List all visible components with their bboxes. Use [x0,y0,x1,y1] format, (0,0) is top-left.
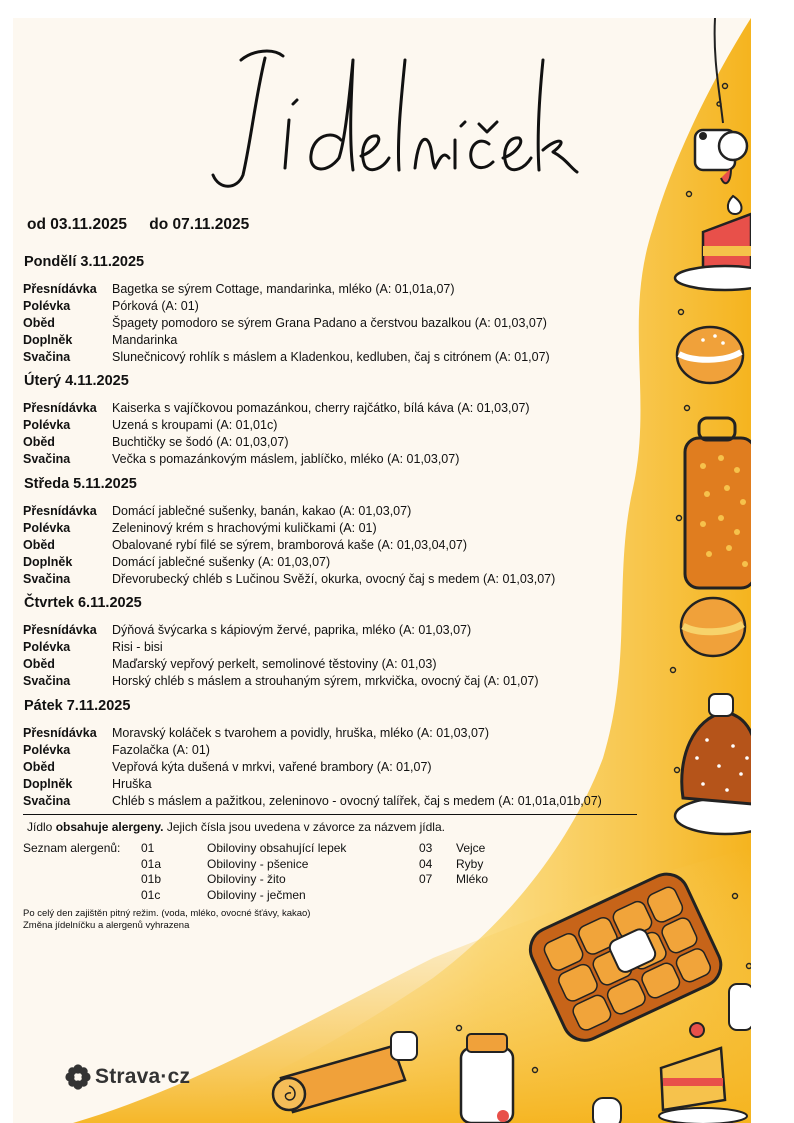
meal-label: Přesnídávka [23,623,97,637]
meal-label: Oběd [23,538,55,552]
meal-row [23,400,673,417]
meal-row [23,656,673,673]
meal-label: Polévka [23,743,71,757]
meal-label: Přesnídávka [23,504,97,518]
allergen-code: 01c [141,887,161,902]
allergen-note-bold: obsahuje alergeny. [55,820,164,834]
allergen-note [27,820,445,834]
allergen-name: Vejce [456,841,486,855]
allergen-item [141,857,308,873]
meal-text: Zeleninový krém s hrachovými kuličkami (A: 01) [112,521,377,535]
meal-text: Pórková (A: 01) [112,299,199,313]
meal-row [23,503,673,520]
meal-label: Oběd [23,760,55,774]
day-wednesday [23,476,673,588]
meal-row [23,349,673,366]
allergen-name: Obiloviny - pšenice [207,856,309,871]
meal-text: Hruška [112,777,152,791]
meal-row [23,417,673,434]
day-title: Čtvrtek 6.11.2025 [24,595,142,611]
meal-label: Svačina [23,452,71,466]
bundt-cake-illustration [675,694,751,834]
meal-label: Přesnídávka [23,726,97,740]
meal-row [23,725,673,742]
meal-row [23,315,673,332]
allergen-item [419,841,485,857]
meal-row [23,742,673,759]
meal-text: Fazolačka (A: 01) [112,743,210,757]
baking-dish-illustration [685,418,751,588]
meal-text: Večka s pomazánkovým máslem, jablíčko, mléko (A: 01,03,07) [112,452,460,466]
meal-label: Doplněk [23,333,73,347]
date-from: od 03.11.2025 [27,216,127,233]
meal-label: Oběd [23,657,55,671]
meal-label: Oběd [23,435,55,449]
footer-line-changes: Změna jídelníčku a alergenů vyhrazena [23,920,190,931]
allergen-code: 07 [419,872,433,886]
cake-slice-illustration [675,196,751,290]
allergen-list-label: Seznam alergenů: [23,841,121,855]
meal-row [23,673,673,690]
meal-label: Svačina [23,794,71,808]
meal-row [23,759,673,776]
meal-text: Bagetka se sýrem Cottage, mandarinka, mléko (A: 01,01a,07) [112,282,455,296]
meal-text: Domácí jablečné sušenky, banán, kakao (A: 01,03,07) [112,504,412,518]
meal-text: Vepřová kýta dušená v mrkvi, vařené brambory (A: 01,07) [112,760,432,774]
allergen-name: Mléko [456,872,489,886]
day-title: Úterý 4.11.2025 [24,373,129,389]
date-to: do 07.11.2025 [149,216,250,233]
meal-row [23,554,673,571]
flower-icon [65,1064,91,1090]
meal-label: Svačina [23,572,71,586]
meal-row [23,520,673,537]
hanging-cow-mug-illustration [695,18,747,183]
allergen-item [141,888,306,904]
allergen-name: Obiloviny - žito [207,872,286,886]
allergen-code: 01 [141,841,155,855]
allergen-item [141,872,286,888]
meal-row [23,639,673,656]
meal-text: Domácí jablečné sušenky (A: 01,03,07) [112,555,331,569]
meal-label: Oběd [23,316,55,330]
meal-row [23,332,673,349]
allergen-note-suffix: Jejich čísla jsou uvedena v závorce za názvem jídla. [163,820,445,834]
round-bun-illustration [677,327,743,383]
meal-text: Mandarinka [112,333,178,347]
meal-row [23,793,673,810]
allergen-item [419,857,483,873]
logo-text: Strava·cz [95,1065,191,1088]
allergen-code: 04 [419,856,433,871]
meal-label: Doplněk [23,777,73,791]
allergen-name: Obiloviny obsahující lepek [207,841,347,855]
allergen-code: 03 [419,841,433,855]
allergen-item [141,841,346,857]
allergen-code: 01b [141,872,162,886]
meal-text: Špagety pomodoro se sýrem Grana Padano a čerstvou bazalkou (A: 01,03,07) [112,316,547,330]
meal-label: Přesnídávka [23,282,97,296]
day-friday [23,698,673,810]
meal-row [23,451,673,468]
jam-jar-illustration [461,1034,513,1123]
meal-text: Maďarský vepřový perkelt, semolinové těstoviny (A: 01,03) [112,657,437,671]
meal-text: Moravský koláček s tvarohem a povidly, hruška, mléko (A: 01,03,07) [112,726,490,740]
footer-line-drinks: Po celý den zajištěn pitný režim. (voda, mléko, ovocné šťávy, kakao) [23,908,311,919]
footer-note [23,908,310,932]
meal-row [23,298,673,315]
day-tuesday [23,373,673,468]
allergen-code: 01a [141,856,162,871]
divider [23,814,637,815]
meal-text: Chléb s máslem a pažitkou, zeleninovo - ovocný talířek, čaj s medem (A: 01,01a,01b,07) [112,794,602,808]
allergen-note-prefix: Jídlo [27,820,56,834]
day-title: Středa 5.11.2025 [24,476,137,492]
meal-text: Obalované rybí filé se sýrem, bramborová kaše (A: 01,03,04,07) [112,538,468,552]
meal-text: Kaiserka s vajíčkovou pomazánkou, cherry rajčátko, bílá káva (A: 01,03,07) [112,401,530,415]
meal-label: Doplněk [23,555,73,569]
buns-tray-illustration [523,867,728,1048]
allergen-name: Ryby [456,856,484,871]
meal-row [23,571,673,588]
day-monday [23,254,673,366]
meal-text: Horský chléb s máslem a strouhaným sýrem, mrkvička, ovocný čaj (A: 01,07) [112,674,539,688]
meal-label: Polévka [23,521,71,535]
meal-label: Svačina [23,350,71,364]
meal-label: Svačina [23,674,71,688]
day-thursday [23,595,673,690]
meal-row [23,622,673,639]
menu-page [13,18,751,1123]
day-title: Pátek 7.11.2025 [24,698,131,714]
meal-row [23,281,673,298]
meal-text: Uzená s kroupami (A: 01,01c) [112,418,278,432]
rolled-pastry-illustration [273,1032,417,1112]
meal-row [23,776,673,793]
meal-row [23,434,673,451]
meal-text: Dřevorubecký chléb s Lučinou Svěží, okurka, ovocný čaj s medem (A: 01,03,07) [112,572,556,586]
meal-label: Polévka [23,640,71,654]
meal-text: Risi - bisi [112,640,163,654]
allergen-name: Obiloviny - ječmen [207,887,306,902]
meal-label: Přesnídávka [23,401,97,415]
strava-cz-logo [65,1064,190,1090]
day-title: Pondělí 3.11.2025 [24,254,145,270]
meal-text: Dýňová švýcarka s kápiovým žervé, paprika, mléko (A: 01,03,07) [112,623,472,637]
burger-bun-illustration [681,598,745,656]
cherry-cake-illustration [659,1023,747,1123]
meal-text: Buchtičky se šodó (A: 01,03,07) [112,435,289,449]
meal-text: Slunečnicový rohlík s máslem a Kladenkou, kedluben, čaj s citrónem (A: 01,07) [112,350,550,364]
allergen-item [419,872,488,888]
meal-row [23,537,673,554]
date-range [27,216,267,234]
meal-label: Polévka [23,418,71,432]
meal-label: Polévka [23,299,71,313]
